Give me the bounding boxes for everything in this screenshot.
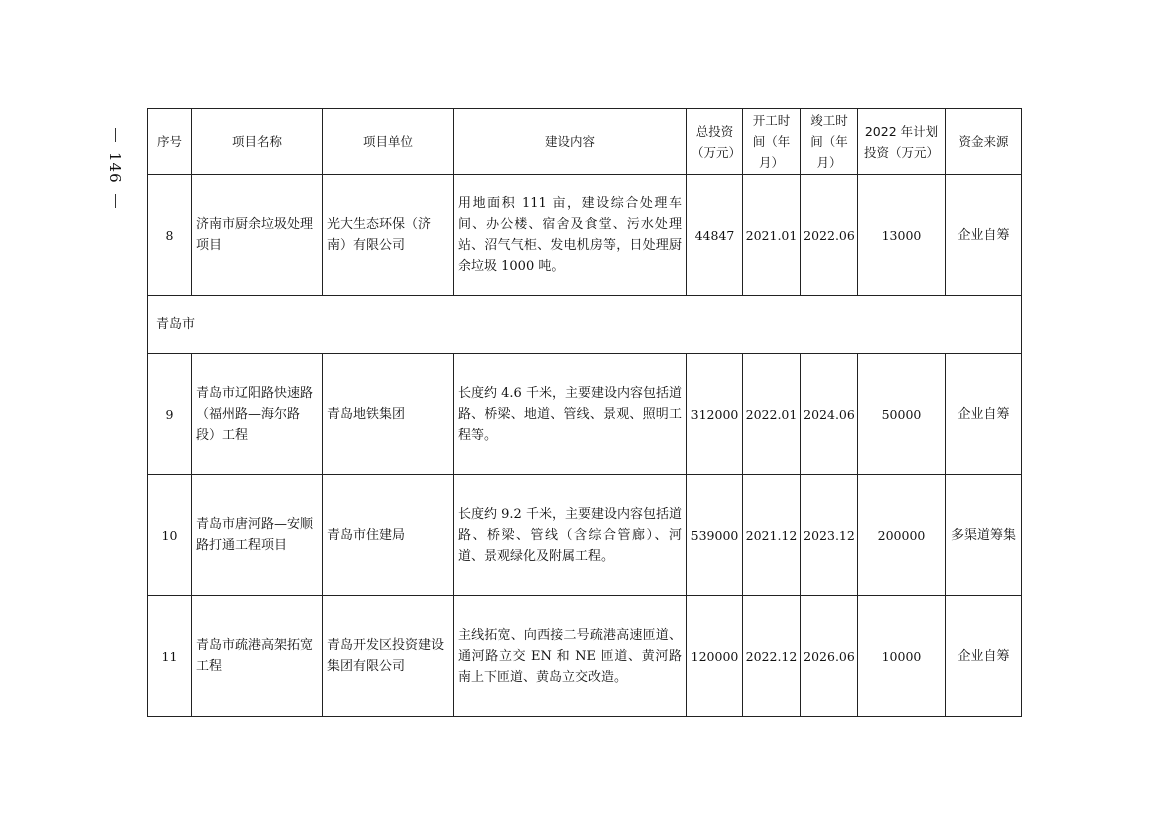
cell-name: 青岛市唐河路—安顺路打通工程项目 bbox=[192, 475, 323, 596]
table-row bbox=[148, 596, 1022, 717]
header-index: 序号 bbox=[148, 109, 192, 175]
project-table bbox=[147, 108, 1022, 717]
header-content: 建设内容 bbox=[454, 109, 687, 175]
cell-total-invest: 44847 bbox=[687, 175, 743, 296]
cell-name: 青岛市疏港高架拓宽工程 bbox=[192, 596, 323, 717]
cell-plan-2022: 13000 bbox=[858, 175, 946, 296]
table-row bbox=[148, 475, 1022, 596]
page-number bbox=[104, 128, 126, 228]
header-name: 项目名称 bbox=[192, 109, 323, 175]
cell-total-invest: 312000 bbox=[687, 354, 743, 475]
cell-funding: 企业自筹 bbox=[946, 354, 1022, 475]
header-total-invest: 总投资（万元） bbox=[687, 109, 743, 175]
cell-name: 济南市厨余垃圾处理项目 bbox=[192, 175, 323, 296]
cell-finish: 2022.06 bbox=[801, 175, 858, 296]
cell-finish: 2023.12 bbox=[801, 475, 858, 596]
cell-content: 长度约 4.6 千米，主要建设内容包括道路、桥梁、地道、管线、景观、照明工程等。 bbox=[454, 354, 687, 475]
group-row bbox=[148, 296, 1022, 354]
cell-plan-2022: 10000 bbox=[858, 596, 946, 717]
cell-start: 2021.12 bbox=[743, 475, 801, 596]
cell-unit: 光大生态环保（济南）有限公司 bbox=[323, 175, 454, 296]
cell-total-invest: 539000 bbox=[687, 475, 743, 596]
cell-start: 2021.01 bbox=[743, 175, 801, 296]
cell-index: 11 bbox=[148, 596, 192, 717]
page-number-dash-top bbox=[115, 128, 116, 142]
cell-index: 10 bbox=[148, 475, 192, 596]
cell-index: 8 bbox=[148, 175, 192, 296]
cell-content: 长度约 9.2 千米，主要建设内容包括道路、桥梁、管线（含综合管廊）、河道、景观绿化及附属工程。 bbox=[454, 475, 687, 596]
table-row bbox=[148, 354, 1022, 475]
table-row bbox=[148, 175, 1022, 296]
cell-index: 9 bbox=[148, 354, 192, 475]
header-finish: 竣工时间（年月） bbox=[801, 109, 858, 175]
cell-funding: 多渠道筹集 bbox=[946, 475, 1022, 596]
cell-unit: 青岛地铁集团 bbox=[323, 354, 454, 475]
table-header-row bbox=[148, 109, 1022, 175]
cell-start: 2022.12 bbox=[743, 596, 801, 717]
cell-funding: 企业自筹 bbox=[946, 175, 1022, 296]
cell-content: 主线拓宽、向西接二号疏港高速匝道、通河路立交 EN 和 NE 匝道、黄河路南上下匝道、黄岛立交改造。 bbox=[454, 596, 687, 717]
page-number-text: 146 bbox=[106, 152, 124, 184]
page-number-dash-bottom bbox=[115, 194, 116, 208]
cell-plan-2022: 50000 bbox=[858, 354, 946, 475]
header-plan-2022: 2022 年计划投资（万元） bbox=[858, 109, 946, 175]
cell-plan-2022: 200000 bbox=[858, 475, 946, 596]
header-unit: 项目单位 bbox=[323, 109, 454, 175]
cell-funding: 企业自筹 bbox=[946, 596, 1022, 717]
group-label: 青岛市 bbox=[148, 296, 1022, 354]
cell-unit: 青岛市住建局 bbox=[323, 475, 454, 596]
header-funding: 资金来源 bbox=[946, 109, 1022, 175]
cell-content: 用地面积 111 亩，建设综合处理车间、办公楼、宿舍及食堂、污水处理站、沼气气柜、发电机房等，日处理厨余垃圾 1000 吨。 bbox=[454, 175, 687, 296]
cell-finish: 2024.06 bbox=[801, 354, 858, 475]
header-start: 开工时间（年月） bbox=[743, 109, 801, 175]
cell-finish: 2026.06 bbox=[801, 596, 858, 717]
cell-unit: 青岛开发区投资建设集团有限公司 bbox=[323, 596, 454, 717]
cell-name: 青岛市辽阳路快速路（福州路—海尔路段）工程 bbox=[192, 354, 323, 475]
cell-total-invest: 120000 bbox=[687, 596, 743, 717]
cell-start: 2022.01 bbox=[743, 354, 801, 475]
